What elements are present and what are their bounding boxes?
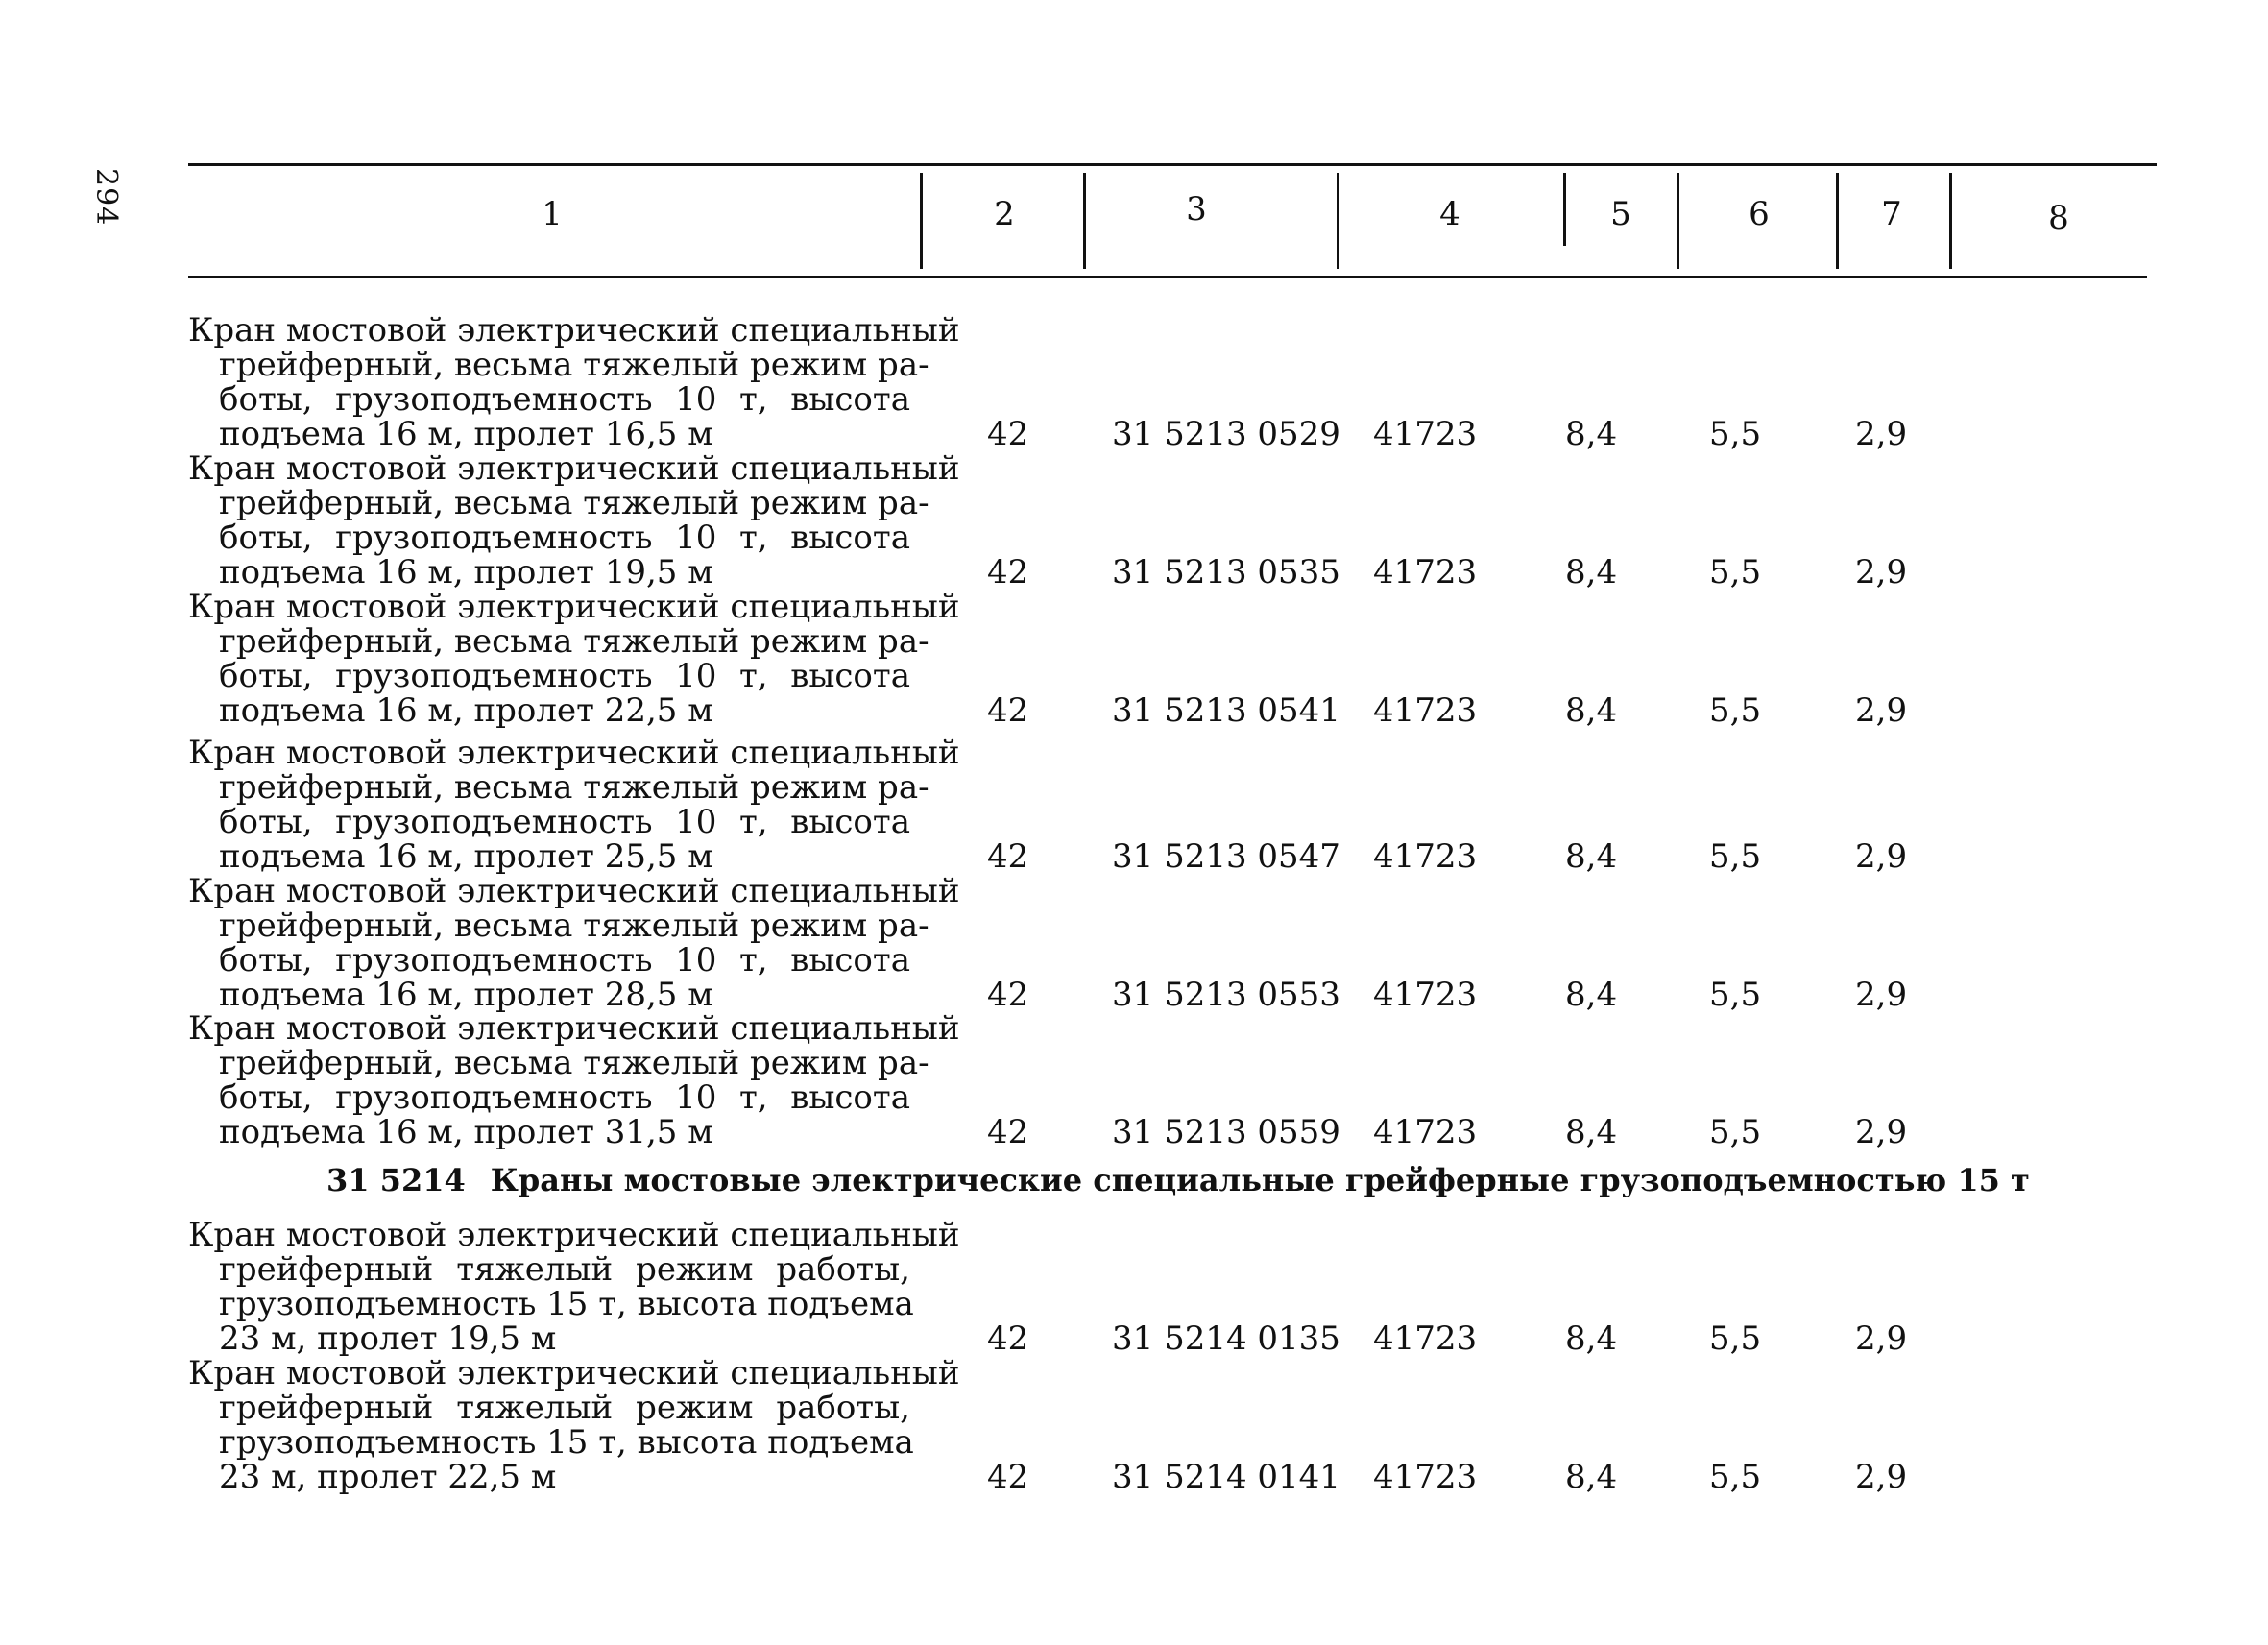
column-header-2: 2	[994, 195, 1015, 233]
cell-col-4: 41723	[1373, 415, 1478, 453]
description-line: Кран мостовой электрический специальный	[188, 311, 960, 350]
cell-col-3: 31 5214 0141	[1112, 1458, 1340, 1496]
row-description	[188, 311, 960, 453]
cell-col-6: 5,5	[1709, 553, 1762, 592]
section-title: Краны мостовые электрические специальные грейферные грузоподъемностью 15 т	[490, 1162, 2030, 1198]
cell-col-4: 41723	[1373, 976, 1478, 1014]
column-header-4: 4	[1439, 195, 1460, 233]
description-line: подъема 16 м, пролет 22,5 м	[219, 691, 713, 730]
cell-col-4: 41723	[1373, 837, 1478, 876]
cell-col-2: 42	[987, 553, 1029, 592]
row-description	[188, 1216, 960, 1358]
cell-col-4: 41723	[1373, 691, 1478, 730]
description-line: подъема 16 м, пролет 16,5 м	[219, 415, 713, 453]
column-header-3: 3	[1186, 190, 1207, 229]
description-line: грейферный, весьма тяжелый режим ра-	[219, 484, 929, 522]
cell-col-5: 8,4	[1565, 1319, 1618, 1358]
description-line: подъема 16 м, пролет 19,5 м	[219, 553, 713, 592]
description-line: Кран мостовой электрический специальный	[188, 1354, 960, 1392]
column-header-5: 5	[1610, 195, 1631, 233]
description-line: боты, грузоподъемность 10 т, высота	[219, 1078, 910, 1117]
cell-col-5: 8,4	[1565, 976, 1618, 1014]
description-line: Кран мостовой электрический специальный	[188, 734, 960, 772]
cell-col-5: 8,4	[1565, 691, 1618, 730]
cell-col-3: 31 5213 0547	[1112, 837, 1340, 876]
section-heading	[326, 1162, 2030, 1198]
description-line: боты, грузоподъемность 10 т, высота	[219, 380, 910, 419]
cell-col-3: 31 5213 0559	[1112, 1113, 1340, 1151]
row-description	[188, 1009, 960, 1151]
header-bottom-rule	[188, 276, 2147, 278]
column-header-7: 7	[1881, 195, 1902, 233]
cell-col-2: 42	[987, 1113, 1029, 1151]
description-line: грейферный тяжелый режим работы,	[219, 1250, 910, 1289]
header-separator	[1677, 173, 1679, 269]
header-separator	[1337, 173, 1339, 269]
description-line: грузоподъемность 15 т, высота подъема	[219, 1423, 914, 1462]
description-line: грузоподъемность 15 т, высота подъема	[219, 1285, 914, 1323]
cell-col-2: 42	[987, 1319, 1029, 1358]
cell-col-2: 42	[987, 691, 1029, 730]
header-separator	[920, 173, 923, 269]
row-description	[188, 734, 960, 876]
cell-col-7: 2,9	[1855, 415, 1908, 453]
description-line: Кран мостовой электрический специальный	[188, 1216, 960, 1254]
description-line: подъема 16 м, пролет 25,5 м	[219, 837, 713, 876]
cell-col-3: 31 5213 0541	[1112, 691, 1340, 730]
description-line: Кран мостовой электрический специальный	[188, 1009, 960, 1048]
description-line: боты, грузоподъемность 10 т, высота	[219, 519, 910, 557]
cell-col-6: 5,5	[1709, 691, 1762, 730]
header-separator	[1949, 173, 1952, 269]
cell-col-4: 41723	[1373, 1458, 1478, 1496]
cell-col-4: 41723	[1373, 553, 1478, 592]
header-separator	[1836, 173, 1839, 269]
cell-col-2: 42	[987, 837, 1029, 876]
cell-col-6: 5,5	[1709, 1113, 1762, 1151]
cell-col-7: 2,9	[1855, 976, 1908, 1014]
cell-col-3: 31 5213 0535	[1112, 553, 1340, 592]
row-description	[188, 872, 960, 1014]
description-line: подъема 16 м, пролет 28,5 м	[219, 976, 713, 1014]
cell-col-7: 2,9	[1855, 691, 1908, 730]
cell-col-5: 8,4	[1565, 837, 1618, 876]
description-line: грейферный, весьма тяжелый режим ра-	[219, 1044, 929, 1082]
description-line: подъема 16 м, пролет 31,5 м	[219, 1113, 713, 1151]
cell-col-4: 41723	[1373, 1319, 1478, 1358]
cell-col-6: 5,5	[1709, 837, 1762, 876]
cell-col-5: 8,4	[1565, 415, 1618, 453]
cell-col-6: 5,5	[1709, 415, 1762, 453]
cell-col-3: 31 5213 0529	[1112, 415, 1340, 453]
header-top-rule	[188, 163, 2157, 166]
cell-col-7: 2,9	[1855, 1319, 1908, 1358]
description-line: грейферный, весьма тяжелый режим ра-	[219, 768, 929, 807]
description-line: грейферный, весьма тяжелый режим ра-	[219, 622, 929, 661]
page-number: 294	[89, 168, 123, 227]
cell-col-2: 42	[987, 415, 1029, 453]
column-header-8: 8	[2048, 199, 2069, 237]
cell-col-7: 2,9	[1855, 1458, 1908, 1496]
cell-col-6: 5,5	[1709, 1319, 1762, 1358]
cell-col-7: 2,9	[1855, 837, 1908, 876]
description-line: боты, грузоподъемность 10 т, высота	[219, 657, 910, 695]
description-line: боты, грузоподъемность 10 т, высота	[219, 803, 910, 841]
cell-col-3: 31 5214 0135	[1112, 1319, 1340, 1358]
cell-col-6: 5,5	[1709, 1458, 1762, 1496]
cell-col-5: 8,4	[1565, 1113, 1618, 1151]
description-line: Кран мостовой электрический специальный	[188, 588, 960, 626]
cell-col-4: 41723	[1373, 1113, 1478, 1151]
section-code: 31 5214	[326, 1162, 466, 1198]
cell-col-5: 8,4	[1565, 1458, 1618, 1496]
cell-col-5: 8,4	[1565, 553, 1618, 592]
row-description	[188, 588, 960, 730]
cell-col-7: 2,9	[1855, 553, 1908, 592]
description-line: 23 м, пролет 19,5 м	[219, 1319, 557, 1358]
column-header-6: 6	[1749, 195, 1770, 233]
description-line: боты, грузоподъемность 10 т, высота	[219, 941, 910, 980]
cell-col-2: 42	[987, 976, 1029, 1014]
cell-col-6: 5,5	[1709, 976, 1762, 1014]
description-line: грейферный, весьма тяжелый режим ра-	[219, 346, 929, 384]
row-description	[188, 449, 960, 592]
row-description	[188, 1354, 960, 1496]
header-separator	[1083, 173, 1086, 269]
header-separator	[1563, 173, 1566, 246]
cell-col-2: 42	[987, 1458, 1029, 1496]
description-line: Кран мостовой электрический специальный	[188, 449, 960, 488]
cell-col-7: 2,9	[1855, 1113, 1908, 1151]
description-line: 23 м, пролет 22,5 м	[219, 1458, 557, 1496]
cell-col-3: 31 5213 0553	[1112, 976, 1340, 1014]
column-header-1: 1	[542, 195, 563, 233]
description-line: грейферный, весьма тяжелый режим ра-	[219, 907, 929, 945]
description-line: грейферный тяжелый режим работы,	[219, 1389, 910, 1427]
description-line: Кран мостовой электрический специальный	[188, 872, 960, 910]
